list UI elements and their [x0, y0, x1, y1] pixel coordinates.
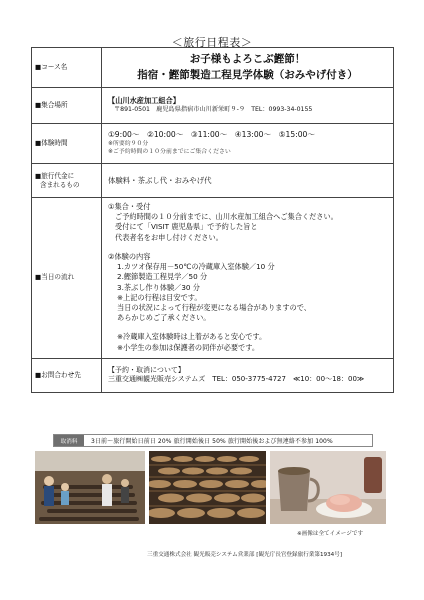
flow-line: ②体験の内容: [108, 251, 151, 261]
flow-line: あらかじめご了承ください。: [117, 313, 211, 323]
flow-line: ※小学生の参加は保護者の同伴が必要です。: [117, 342, 260, 352]
flow-value: [102, 198, 394, 359]
times-row: [32, 124, 394, 164]
flow-line: 3.茶ぶし作り体験／30 分: [117, 282, 200, 292]
flow-line: 2.鰹節製造工程見学／50 分: [117, 272, 208, 282]
meeting-label: ■集合場所: [32, 88, 102, 124]
photo-note: ※画像は全てイメージです: [297, 531, 364, 537]
course-title-line2: 指宿・鰹節製造工程見学体験（おみやげ付き）: [137, 68, 358, 81]
meeting-row: [32, 88, 394, 124]
flow-line: ※上記の行程は目安です。: [117, 292, 202, 302]
course-label: ■コース名: [32, 48, 102, 88]
flow-line: 当日の状況によって行程が変更になる場合がありますので、: [117, 302, 311, 312]
meeting-address: 〒891-0501 鹿児島県指宿市山川新栄町９-９ TEL：0993-34-0155: [114, 106, 313, 114]
chabushi-image: [270, 451, 386, 524]
times-note-duration: ※所要約９０分: [108, 140, 149, 147]
drying-room-image: [35, 451, 145, 524]
cancellation-text: 3日前～旅行開始日前日 20% 旅行開始後日 50% 旅行開始後および無連絡不参加 100%: [91, 438, 333, 445]
contact-heading: 【予約・取消について】: [108, 365, 185, 374]
times-label: ■体験時間: [32, 124, 102, 164]
flow-line: ご予約時間の１０分前までに、山川水産加工組合へご集合ください。: [115, 212, 338, 222]
included-label-line1: ■旅行代金に: [35, 171, 75, 180]
included-row: [32, 164, 394, 198]
flow-label: ■当日の流れ: [32, 198, 102, 359]
contact-value: [102, 358, 394, 392]
times-value: [102, 124, 394, 164]
photo-katsuobushi-racks: [149, 451, 266, 524]
katsuobushi-image: [149, 451, 266, 524]
photo-drying-room: [35, 451, 145, 524]
contact-phone: 三重交通㈱観光販売システムズ TEL：050-3775-4727 ≪10：00～18：00≫: [108, 375, 365, 384]
cancellation-fee-bar: [53, 434, 373, 447]
cancellation-tag: 取消料: [54, 435, 84, 446]
included-label: [32, 164, 102, 198]
included-value: 体験料・茶ぶし代・おみやげ代: [102, 164, 394, 198]
contact-row: [32, 358, 394, 392]
flow-line: 受付にて「VISIT 鹿児島県」で予約した旨と: [115, 222, 258, 232]
footer-company: 三重交通株式会社 観光販売システム営業部 [観光庁長官登録旅行業第1934号]: [147, 552, 343, 558]
flow-line: 1.カツオ保存用－50℃の冷蔵庫入室体験／10 分: [117, 262, 275, 272]
flow-spacer: [108, 243, 393, 252]
time-slots: ①9:00～ ②10:00～ ③11:00～ ④13:00～ ⑤15:00～: [108, 130, 315, 140]
contact-label: ■お問合わせ先: [32, 358, 102, 392]
meeting-value: [102, 88, 394, 124]
course-row: [32, 48, 394, 88]
flow-line: ※冷蔵庫入室体験時は上着があると安心です。: [117, 332, 267, 342]
flow-line: 代表者名をお申し付けください。: [115, 232, 223, 242]
flow-spacer: [108, 323, 393, 332]
flow-row: [32, 198, 394, 359]
included-label-line2: 含まれるもの: [40, 180, 80, 189]
meeting-place-name: 【山川水産加工組合】: [108, 96, 180, 106]
photo-chabushi-tea: [270, 451, 386, 524]
course-title-line1: お子様もよろこぶ鰹節！: [189, 53, 306, 66]
flow-line: ①集合・受付: [108, 202, 151, 211]
itinerary-table: [31, 47, 394, 393]
page-title: ＜旅行日程表＞: [171, 36, 253, 49]
course-title: [102, 48, 394, 88]
times-note-arrival: ※ご予約時間の１０分前までにご集合ください: [108, 148, 231, 155]
